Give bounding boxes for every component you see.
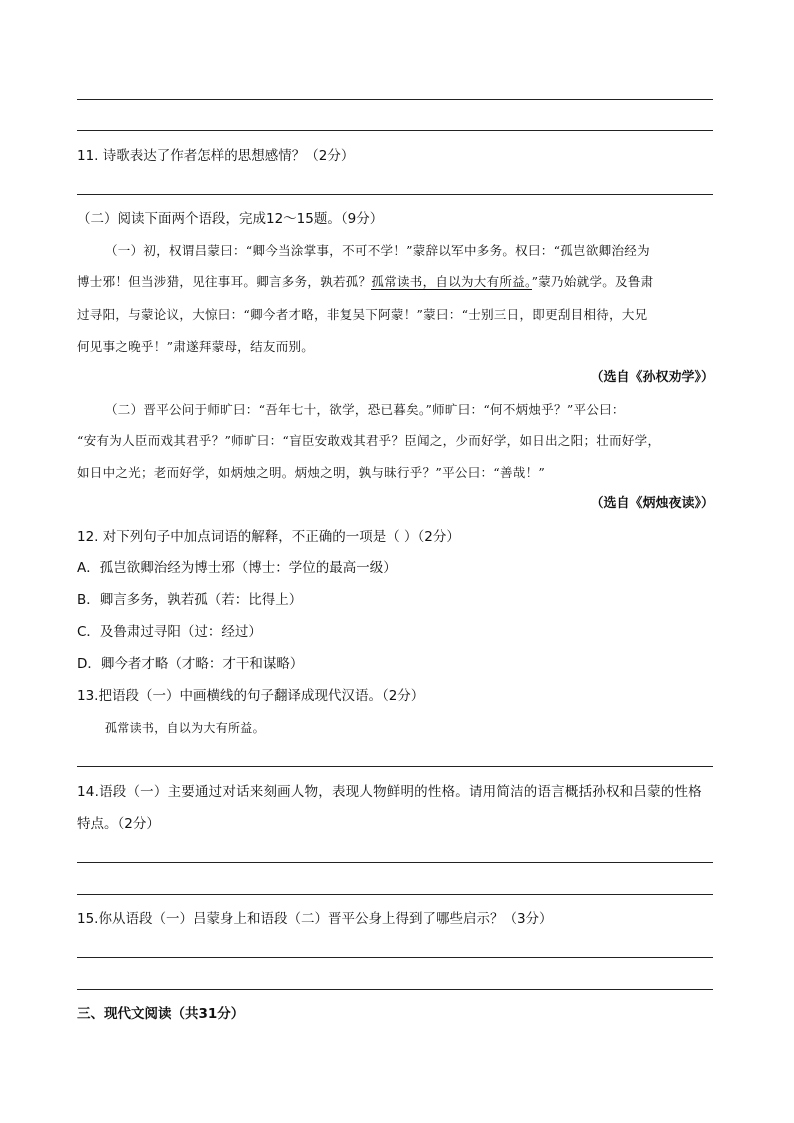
answer-line (77, 194, 713, 195)
answer-line (77, 130, 713, 131)
question-14-cont: 特点。（2分） (77, 816, 160, 832)
option-c: C．及鲁肃过寻阳（过：经过） (77, 624, 262, 640)
question-15: 15.你从语段（一）吕蒙身上和语段（二）晋平公身上得到了哪些启示？（3分） (77, 911, 553, 927)
question-14: 14.语段（一）主要通过对话来刻画人物，表现人物鲜明的性格。请用简洁的语言概括孙权和吕蒙的性格 (77, 784, 702, 800)
answer-line (77, 894, 713, 895)
question-11: 11. 诗歌表达了作者怎样的思想感情？（2分） (77, 148, 355, 164)
passage-1-line: （一）初，权谓吕蒙曰：“卿今当涂掌事，不可不学！”蒙辞以军中多务。权曰：“孤岂欲卿治经为 (105, 243, 650, 258)
underlined-sentence: 孤常读书，自以为大有所益。 (371, 274, 532, 289)
passage-1-line: 过寻阳，与蒙论议，大惊曰：“卿今者才略，非复吴下阿蒙！”蒙曰：“士别三日，即更刮目相待，大兄 (77, 307, 648, 322)
answer-line (77, 957, 713, 958)
section-2-heading: （二）阅读下面两个语段，完成12～15题。（9分） (77, 211, 384, 227)
answer-line (77, 989, 713, 990)
passage-1-text: 博士邪！但当涉猎，见往事耳。卿言多务，孰若孤？ (77, 274, 372, 289)
answer-line (77, 862, 713, 863)
passage-1-text: ”蒙乃始就学。及鲁肃 (531, 274, 654, 289)
question-13-quote: 孤常读书，自以为大有所益。 (105, 721, 265, 735)
passage-2-line: “安有为人臣而戏其君乎？”师旷曰：“盲臣安敢戏其君乎？臣闻之，少而好学，如日出之阳；壮而好学， (77, 433, 661, 448)
section-3-heading: 三、现代文阅读（共31分） (77, 1006, 245, 1022)
question-13: 13.把语段（一）中画横线的句子翻译成现代汉语。（2分） (77, 688, 425, 704)
passage-1-line (77, 272, 653, 292)
answer-line (77, 766, 713, 767)
passage-1-line: 何见事之晚乎！”肃遂拜蒙母，结友而别。 (77, 339, 315, 354)
question-12: 12. 对下列句子中加点词语的解释，不正确的一项是（ ）（2分） (77, 529, 460, 545)
passage-2-source: （选自《炳烛夜读》） (590, 496, 714, 511)
answer-line (77, 99, 713, 100)
option-d: D．卿今者才略（才略：才干和谋略） (77, 656, 304, 672)
option-b: B．卿言多务，孰若孤（若：比得上） (77, 592, 303, 608)
passage-2-line: 如日中之光；老而好学，如炳烛之明。炳烛之明，孰与昧行乎？”平公曰：“善哉！” (77, 465, 546, 480)
passage-1-source: （选自《孙权劝学》） (590, 370, 714, 385)
passage-2-line: （二）晋平公问于师旷曰：“吾年七十，欲学，恐已暮矣。”师旷曰：“何不炳烛乎？”平公曰： (105, 402, 625, 417)
option-a: A．孤岂欲卿治经为博士邪（博士：学位的最高一级） (77, 560, 397, 576)
